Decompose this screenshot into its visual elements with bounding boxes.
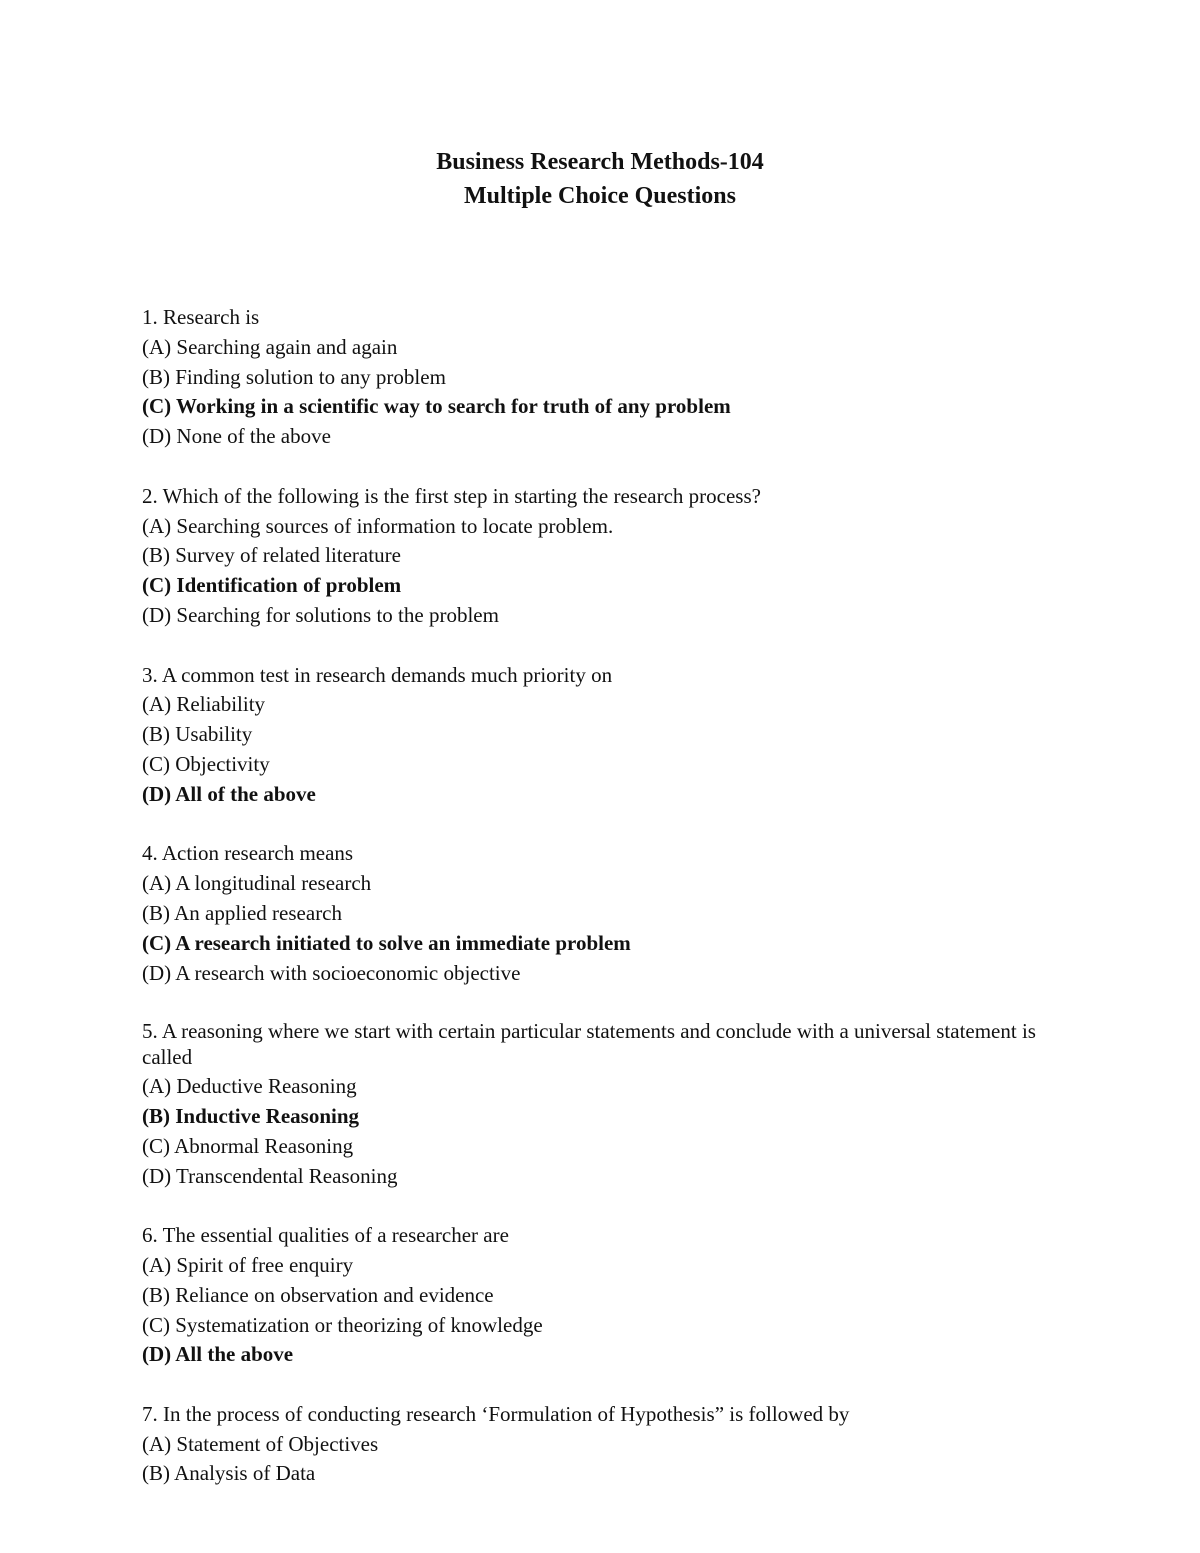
option-d-correct-answer: (D) All the above <box>142 1342 294 1367</box>
question-stem: 7. In the process of conducting research ‘Formulation of Hypothesis” is followed by <box>142 1401 850 1426</box>
option-c: (C) Objectivity <box>142 751 270 776</box>
question-2 <box>142 482 1042 631</box>
document-subtitle: Multiple Choice Questions <box>463 183 736 209</box>
option-d: (D) None of the above <box>142 424 331 449</box>
question-7 <box>142 1400 1042 1489</box>
option-b: (B) Survey of related literature <box>142 543 401 568</box>
document-title: Business Research Methods-104 <box>436 149 764 175</box>
question-1 <box>142 303 1042 452</box>
question-stem: 2. Which of the following is the first step in starting the research process? <box>142 483 761 508</box>
option-d-correct-answer: (D) All of the above <box>142 781 316 806</box>
question-stem: 5. A reasoning where we start with certain particular statements and conclude with a universal statement is called <box>142 1019 1036 1070</box>
question-3 <box>142 661 1042 810</box>
option-a: (A) Searching sources of information to locate problem. <box>142 513 614 538</box>
option-b-correct-answer: (B) Inductive Reasoning <box>142 1103 360 1128</box>
question-5 <box>142 1018 1042 1191</box>
option-d: (D) A research with socioeconomic objective <box>142 960 521 985</box>
option-d: (D) Transcendental Reasoning <box>142 1163 398 1188</box>
option-c-correct-answer: (C) Identification of problem <box>142 573 402 598</box>
question-4 <box>142 839 1042 988</box>
option-a: (A) Deductive Reasoning <box>142 1074 357 1099</box>
option-c: (C) Abnormal Reasoning <box>142 1133 354 1158</box>
option-c-correct-answer: (C) Working in a scientific way to search for truth of any problem <box>142 394 731 419</box>
option-a: (A) Reliability <box>142 692 266 717</box>
question-list <box>142 303 1042 1519</box>
option-a: (A) Spirit of free enquiry <box>142 1252 354 1277</box>
option-c: (C) Systematization or theorizing of knowledge <box>142 1312 543 1337</box>
option-c-correct-answer: (C) A research initiated to solve an immediate problem <box>142 930 631 955</box>
option-b: (B) Usability <box>142 722 253 747</box>
question-6 <box>142 1221 1042 1370</box>
option-a: (A) Searching again and again <box>142 334 398 359</box>
option-d: (D) Searching for solutions to the problem <box>142 602 499 627</box>
question-stem: 6. The essential qualities of a researcher are <box>142 1223 509 1248</box>
option-b: (B) Finding solution to any problem <box>142 364 446 389</box>
option-a: (A) A longitudinal research <box>142 871 372 896</box>
option-b: (B) An applied research <box>142 900 343 925</box>
option-b: (B) Analysis of Data <box>142 1461 316 1486</box>
option-a: (A) Statement of Objectives <box>142 1431 379 1456</box>
option-b: (B) Reliance on observation and evidence <box>142 1282 494 1307</box>
question-stem: 1. Research is <box>142 305 260 329</box>
question-stem: 3. A common test in research demands much priority on <box>142 662 613 687</box>
question-stem: 4. Action research means <box>142 841 354 866</box>
